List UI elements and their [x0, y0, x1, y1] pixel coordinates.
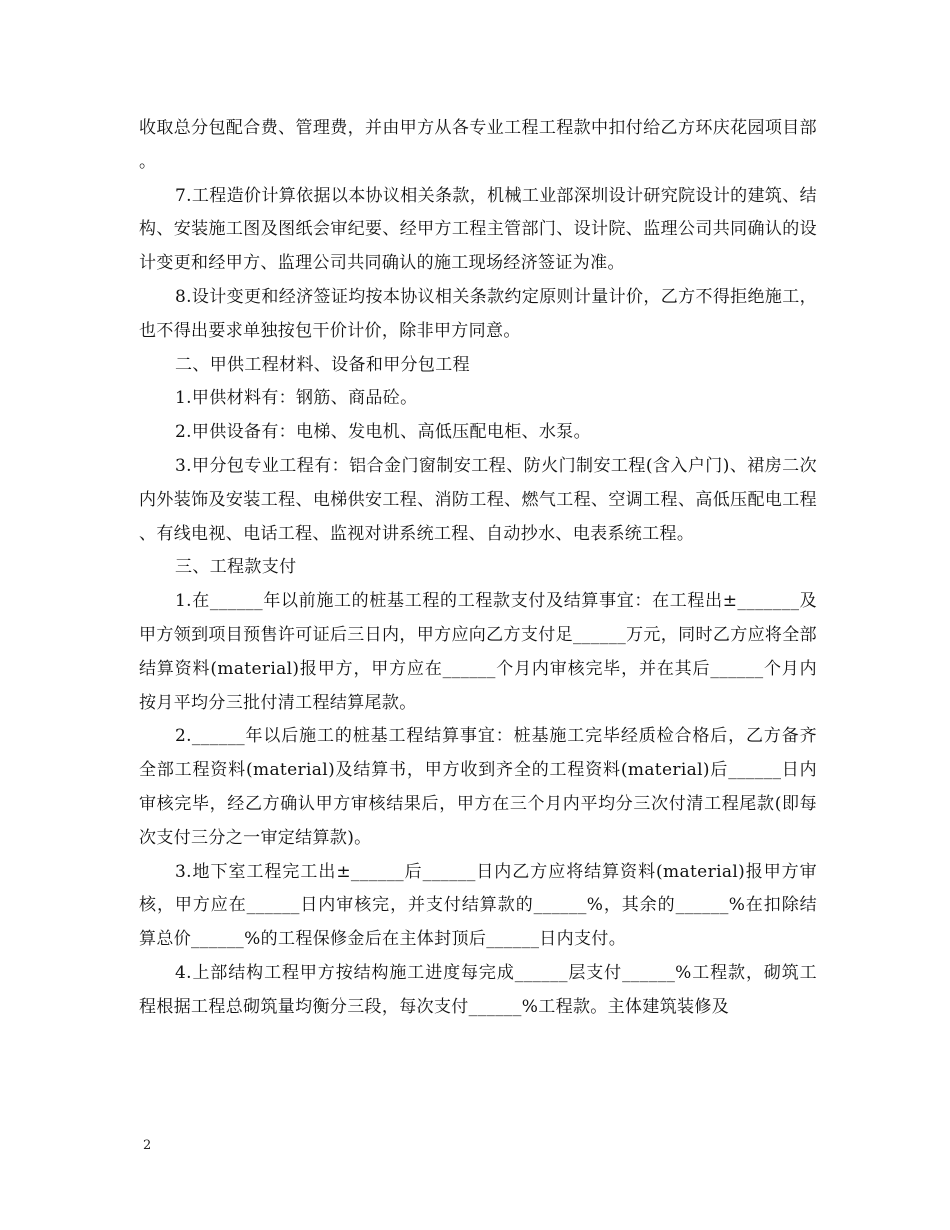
section-heading: 三、工程款支付: [175, 557, 297, 578]
paragraph: 2.______年以后施工的桩基工程结算事宜：桩基施工完毕经质检合格后，乙方备齐全部工程资料(material)及结算书，甲方收到齐全的工程资料(material)后______日内审核完毕，经乙方确认甲方审核结果后，甲方在三个月内平均分三次付清工程尾款(即每次支付三分之一审定结算款)。: [139, 726, 817, 848]
paragraph: 收取总分包配合费、管理费，并由甲方从各专业工程工程款中扣付给乙方环庆花园项目部。: [139, 118, 817, 172]
page-number: 2: [143, 1138, 152, 1153]
paragraph: 2.甲供设备有：电梯、发电机、高低压配电柜、水泵。: [175, 422, 591, 443]
document-body: [139, 112, 817, 1025]
paragraph: 8.设计变更和经济签证均按本协议相关条款约定原则计量计价，乙方不得拒绝施工，也不得出要求单独按包干价计价，除非甲方同意。: [139, 286, 817, 341]
paragraph: 1.甲供材料有：钢筋、商品砼。: [175, 388, 418, 409]
paragraph: 1.在______年以前施工的桩基工程的工程款支付及结算事宜：在工程出±_______及甲方领到项目预售许可证后三日内，甲方应向乙方支付足______万元，同时乙方应将全部结算资料(material)报甲方，甲方应在______个月内审核完毕，并在其后______个月内按月平均分三批付清工程结算尾款。: [139, 591, 817, 713]
paragraph: 3.地下室工程完工出±______后______日内乙方应将结算资料(material)报甲方审核，甲方应在______日内审核完，并支付结算款的______%，其余的______%在扣除结算总价______%的工程保修金后在主体封顶后______日内支付。: [139, 861, 817, 950]
paragraph: 7.工程造价计算依据以本协议相关条款，机械工业部深圳设计研究院设计的建筑、结构、安装施工图及图纸会审纪要、经甲方工程主管部门、设计院、监理公司共同确认的设计变更和经甲方、监理公司共同确认的施工现场经济签证为准。: [139, 185, 817, 274]
section-heading: 二、甲供工程材料、设备和甲分包工程: [175, 354, 470, 375]
paragraph: 3.甲分包专业工程有：铝合金门窗制安工程、防火门制安工程(含入户门)、裙房二次内外装饰及安装工程、电梯供安工程、消防工程、燃气工程、空调工程、高低压配电工程、有线电视、电话工程、监视对讲系统工程、自动抄水、电表系统工程。: [139, 455, 817, 544]
paragraph: 4.上部结构工程甲方按结构施工进度每完成______层支付______%工程款，砌筑工程根据工程总砌筑量均衡分三段，每次支付______%工程款。主体建筑装修及: [139, 962, 817, 1017]
